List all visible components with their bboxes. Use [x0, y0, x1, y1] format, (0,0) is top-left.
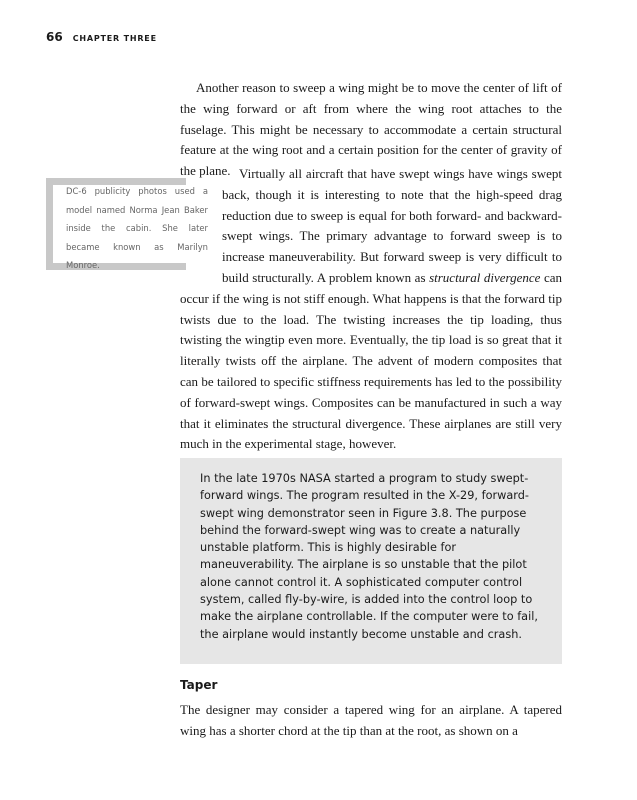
paragraph-center-of-lift: Another reason to sweep a wing might be to move the center of lift of the wing forward or aft from where the wing root attaches to the fuselage. This might be necessary to accommodate a certain structural feature at the wing root and a certain position for the center of gravity of the plane.: [180, 80, 562, 179]
section-heading-taper: Taper: [180, 678, 218, 692]
page-number: 66: [46, 30, 63, 44]
running-header: [46, 30, 157, 44]
paragraph-forward-sweep-part1: Virtually all aircraft that have swept wings have wings swept back, though it is interesting to note that the high-speed drag reduction due to sweep is equal for both forward- and backward-swept wings. The primary advantage to forward sweep is to increase maneuverability. But forward sweep is very difficult to build structurally. A problem known as: [222, 166, 562, 285]
sidebar-note: DC-6 publicity photos used a model named Norma Jean Baker inside the cabin. She later became known as Marilyn Monroe.: [66, 186, 208, 270]
boxed-note: [180, 458, 562, 664]
paragraph-forward-sweep-part2: can occur if the wing is not stiff enough. What happens is that the forward tip twists due to the load. The twisting increases the tip loading, thus twisting the wingtip even more. Eventually, the tip load is so great that it literally twists off the airplane. The advent of modern composites that can be tailored to specific stiffness requirements has led to the possibility of forward-swept wings. Composites can be manufactured in such a way that it eliminates the structural divergence. These airplanes are still very much in the experimental stage, however.: [180, 269, 562, 452]
term-structural-divergence: structural divergence: [429, 269, 541, 285]
chapter-title: CHAPTER THREE: [72, 34, 157, 43]
paragraph-taper: The designer may consider a tapered wing for an airplane. A tapered wing has a shorter chord at the tip than at the root, as shown on a: [180, 702, 562, 738]
boxed-note-text: In the late 1970s NASA started a program to study swept-forward wings. The program resulted in the X-29, forward-swept wing demonstrator seen in Figure 3.8. The purpose behind the forward-swept wing was to create a naturally unstable platform. This is highly desirable for maneuverability. The airplane is so unstable that the pilot alone cannot control it. A sophisticated computer control system, called fly-by-wire, is added into the control loop to make the airplane controllable. If the computer were to fail, the airplane would instantly become unstable and crash.: [200, 472, 538, 641]
paragraph-forward-sweep: [180, 164, 562, 455]
